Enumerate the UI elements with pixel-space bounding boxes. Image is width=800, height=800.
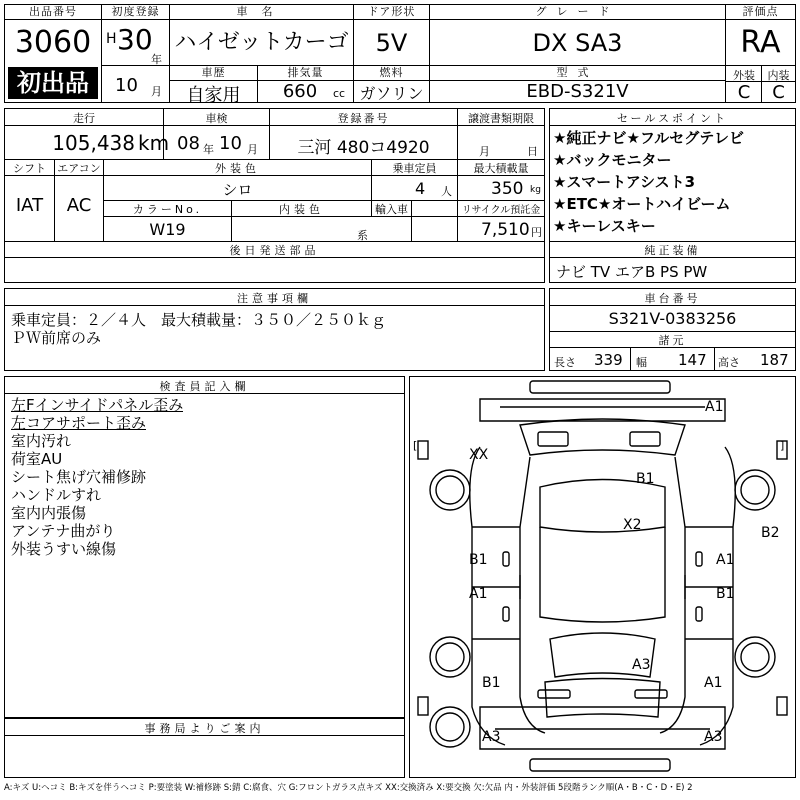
inspector-line: 左Fインサイドパネル歪み [11,396,184,414]
inspector-line: シート焦げ穴補修跡 [11,468,147,486]
inspection-year-unit: 年 [203,143,214,156]
history: 自家用 [186,85,241,106]
damage-mark: A3 [632,657,651,673]
mileage: 105,438 [52,131,135,155]
month-unit: 月 [151,85,162,98]
damage-mark: A3 [482,729,501,745]
car-diagram [409,376,796,778]
displacement: 660 [282,81,318,102]
bracket-left: [ [413,439,418,452]
chassis-block [549,288,796,371]
ac: AC [66,195,92,216]
exterior-color-label: 外装色 [215,162,260,175]
inspection-label: 車検 [205,112,228,125]
score-label: 評価点 [726,5,795,20]
first-registration-year: 30 [117,23,153,56]
shift: IAT [15,195,44,216]
ac-label: エアコン [57,162,101,175]
damage-mark: B1 [716,586,735,602]
plate-label: 登録番号 [337,112,390,125]
damage-mark: A1 [716,552,735,568]
grade: DX SA3 [532,29,623,57]
genuine-equipment: ナビ TV エアB PS PW [556,263,708,281]
length: 339 [594,351,623,369]
damage-mark: X2 [623,517,642,533]
inspector-line: アンテナ曲がり [11,522,116,540]
genuine-equipment-label: 純正装備 [644,244,701,257]
later-parts-label: 後日発送部品 [229,244,320,257]
first-registration-label: 初度登録 [102,5,169,20]
score: RA [740,25,781,60]
legend: A:キズ U:ヘコミ B:キズを伴うヘコミ P:要塗装 W:補修跡 S:錆 C:腐食、穴 G:フロントガラス点キズ XX:交換済み X:要交換 欠:欠品 内・外装評価 5段階ランク順(A・B・C・D・E) 2 [4,783,693,793]
first-listing-badge: 初出品 [8,67,98,99]
car-name: ハイゼットカーゴ [174,30,349,55]
displacement-label: 排気量 [258,66,353,81]
mileage-label: 走行 [73,112,95,125]
office-label: 事務局よりご案内 [144,722,265,735]
plate-number: 三河 480コ4920 [297,138,430,158]
lot-label: 出品番号 [5,5,101,20]
damage-mark: B1 [636,471,655,487]
damage-mark: B1 [482,675,501,691]
fuel: ガソリン [359,84,424,103]
exterior-color: シロ [222,181,253,199]
transfer-month: 月 [479,145,490,158]
car-outline [410,377,795,777]
first-registration-era: H [106,31,117,47]
inspector-line: 左コアサポート歪み [11,414,147,432]
lot-number: 3060 [14,25,92,60]
chassis-number: S321V-0383256 [608,309,737,328]
damage-mark: XX [469,447,489,463]
recycle-label: リサイクル預託金 [461,205,541,216]
capacity: 4 [415,179,426,198]
selling-point-item: ★ETC★オートハイビーム [553,195,731,213]
inspection-year: 08 [177,133,200,154]
fuel-label: 燃料 [354,66,429,81]
inspector-line: ハンドルすれ [11,486,102,504]
notes-line: 乗車定員：２／４人 最大積載量：３５０／２５０ｋｇ [11,311,387,329]
interior-color-label: 内装色 [279,203,324,216]
load-unit: kg [530,185,541,195]
transfer-doc-label: 譲渡書類期限 [468,112,534,125]
length-label: 長さ [554,356,576,369]
car-name-label: 車名 [170,5,353,20]
year-unit: 年 [151,53,162,66]
header-block [4,4,796,106]
import-label: 輸入車 [375,203,408,216]
notes-block [4,288,545,371]
km-unit: km [138,131,170,155]
cc-unit: cc [333,87,346,100]
selling-points-block [549,108,796,283]
inspector-label: 検査員記入欄 [159,380,250,393]
notes-line: ＰＷ前席のみ [11,329,102,347]
capacity-unit: 人 [441,185,452,198]
damage-mark: B1 [469,552,488,568]
selling-point-item: ★純正ナビ★フルセグテレビ [553,129,744,147]
interior-color-suffix: 系 [357,229,368,242]
specs-block [4,108,545,283]
damage-mark: A1 [469,586,488,602]
capacity-label: 乗車定員 [392,162,437,175]
model-label: 型式 [430,66,725,81]
door-type: 5V [375,29,408,57]
bracket-right: ] [780,439,785,452]
history-label: 車歴 [170,66,257,81]
dimensions-label: 諸元 [658,334,687,347]
selling-point-item: ★キーレスキー [553,217,656,235]
width-label: 幅 [636,356,647,369]
inspector-line: 室内汚れ [11,432,72,450]
shift-label: シフト [13,162,46,175]
inspection-month: 10 [219,133,242,154]
interior-grade: C [772,82,785,103]
recycle-fee: 7,510 [481,220,530,240]
inspector-line: 外装うすい線傷 [11,540,117,558]
color-no: W19 [149,220,186,239]
damage-mark: B2 [761,525,780,541]
inspector-block [4,376,405,718]
inspector-line: 室内内張傷 [11,504,87,522]
interior-grade-label: 内装 [767,69,790,82]
chassis-label: 車台番号 [644,292,701,305]
first-registration-month: 10 [115,75,138,96]
grade-label: グレード [430,5,725,20]
door-label: ドア形状 [354,5,429,20]
exterior-grade-label: 外装 [733,69,755,82]
damage-mark: A1 [704,675,723,691]
office-block [4,718,405,778]
inspector-line: 荷室AU [11,450,63,468]
damage-mark: A3 [704,729,723,745]
damage-mark: A1 [705,399,724,415]
height-label: 高さ [718,356,740,369]
color-no-label: カラーNo. [132,203,203,216]
max-load-label: 最大積載量 [473,162,529,175]
width: 147 [678,351,707,369]
recycle-unit: 円 [531,226,542,239]
max-load: 350 [491,179,524,199]
selling-point-item: ★スマートアシスト3 [553,173,696,191]
inspection-month-unit: 月 [247,143,258,156]
selling-point-item: ★バックモニター [553,151,672,169]
transfer-day: 日 [527,145,538,158]
height: 187 [760,351,789,369]
notes-label: 注意事項欄 [237,292,312,305]
model-code: EBD-S321V [526,81,629,102]
exterior-grade: C [737,82,751,103]
selling-points-label: セールスポイント [616,112,728,125]
